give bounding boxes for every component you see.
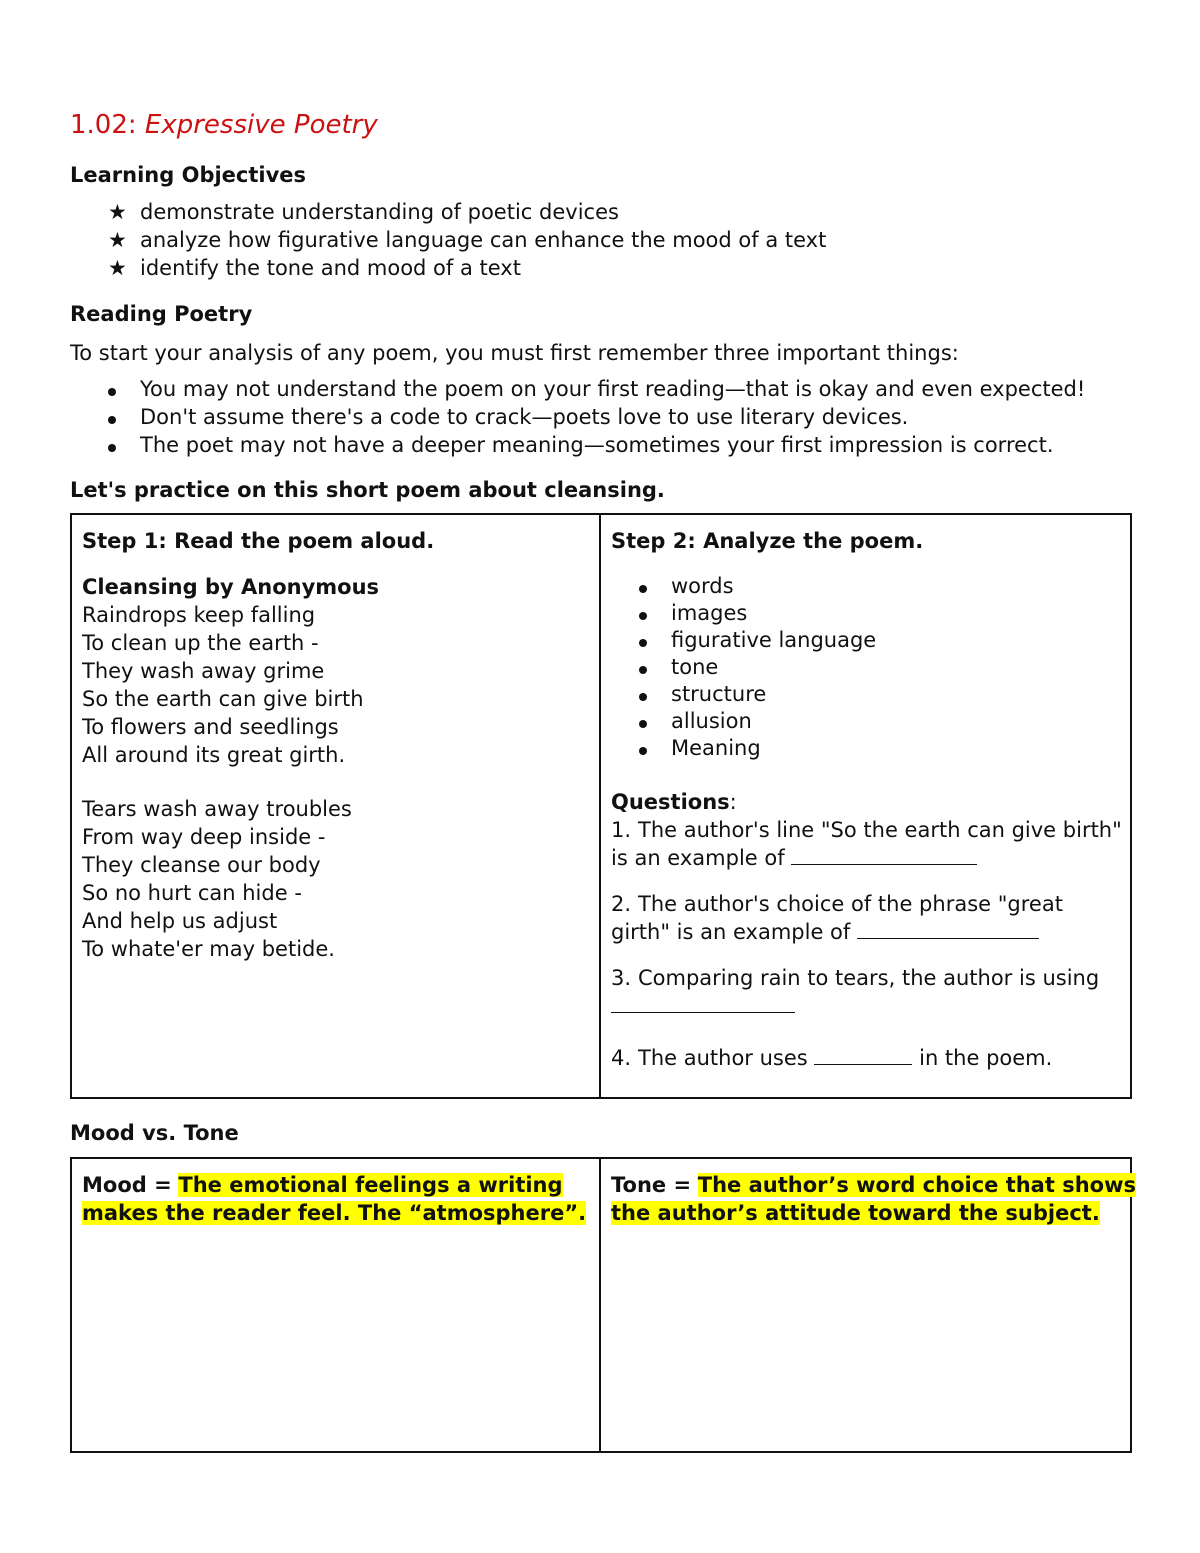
analysis-list [601,573,1120,762]
answer-blank[interactable] [857,918,1039,939]
poem-line: So no hurt can hide - [82,881,302,905]
lesson-subtitle: Expressive Poetry [144,110,378,140]
bullet-icon [108,403,132,431]
star-icon: ★ [108,200,127,224]
poem-line: And help us adjust [82,909,278,933]
question-3: 3. Comparing rain to tears, the author is using [611,966,1100,990]
bullet-icon [108,375,132,403]
step1-heading: Step 1: Read the poem aloud. [82,529,435,553]
list-item: You may not understand the poem on your first reading—that is okay and even expected! [108,375,1085,403]
poem-line: All around its great girth. [82,743,346,767]
answer-blank[interactable] [814,1044,912,1065]
question-4: 4. The author uses in the poem. [611,1046,1053,1070]
poem-line: To whate'er may betide. [82,937,335,961]
reading-list [108,375,1085,459]
objectives-heading: Learning Objectives [70,163,307,187]
poem-line: They cleanse our body [82,853,321,877]
bullet-icon [108,431,132,459]
poem-line: To clean up the earth - [82,631,319,655]
question-2-cont: girth" is an example of [611,918,1120,946]
question-1: 1. The author's line "So the earth can give birth" [611,818,1122,842]
tone-cell: Tone = The author’s word choice that shows the author’s attitude toward the subject. [611,1173,1136,1225]
list-item: Meaning [601,735,1120,762]
list-item: The poet may not have a deeper meaning—sometimes your first impression is correct. [108,431,1085,459]
poem-line: They wash away grime [82,659,325,683]
bullet-icon [639,600,647,627]
poem-line: Raindrops keep falling [82,603,316,627]
list-item: ★ identify the tone and mood of a text [108,256,521,280]
list-item: ★ demonstrate understanding of poetic devices [108,200,619,224]
step2-heading: Step 2: Analyze the poem. [611,529,924,553]
list-item: words [601,573,1120,600]
mood-cell: Mood = The emotional feelings a writing makes the reader feel. The “atmosphere”. [72,1159,601,1451]
bullet-icon [639,735,647,762]
tone-definition: Tone = The author’s word choice that shows [611,1173,1136,1197]
answer-blank[interactable] [791,844,977,865]
bullet-icon [639,627,647,654]
question-1-cont: is an example of [611,844,1120,872]
questions-label: Questions: [611,790,737,814]
poem-line: From way deep inside - [82,825,326,849]
reading-intro: To start your analysis of any poem, you must first remember three important things: [70,341,959,365]
page-title [70,110,378,140]
mood-tone-table [70,1157,1136,1453]
poem-title: Cleansing by Anonymous [82,575,380,599]
question-3-cont [611,992,1120,1026]
list-item: structure [601,681,1120,708]
poem-line: So the earth can give birth [82,687,364,711]
list-item: figurative language [601,627,1120,654]
poem-line: Tears wash away troubles [82,797,352,821]
mood-tone-heading: Mood vs. Tone [70,1121,239,1145]
bullet-icon [639,708,647,735]
star-icon: ★ [108,256,127,280]
poem-line: To flowers and seedlings [82,715,339,739]
list-item: ★ analyze how figurative language can enhance the mood of a text [108,228,827,252]
bullet-icon [639,681,647,708]
step-table [70,513,1132,1099]
lesson-number: 1.02: [70,110,137,140]
practice-heading: Let's practice on this short poem about cleansing. [70,478,665,502]
star-icon: ★ [108,228,127,252]
list-item: Don't assume there's a code to crack—poets love to use literary devices. [108,403,1085,431]
mood-definition: Mood = The emotional feelings a writing [82,1173,563,1197]
answer-blank[interactable] [611,992,795,1013]
list-item: tone [601,654,1120,681]
step2-cell [601,515,1130,1097]
bullet-icon [639,654,647,681]
step1-cell [72,515,601,1097]
list-item: images [601,600,1120,627]
reading-heading: Reading Poetry [70,302,253,326]
question-2: 2. The author's choice of the phrase "great [611,892,1063,916]
bullet-icon [639,573,647,600]
objectives-list [108,198,826,282]
list-item: allusion [601,708,1120,735]
